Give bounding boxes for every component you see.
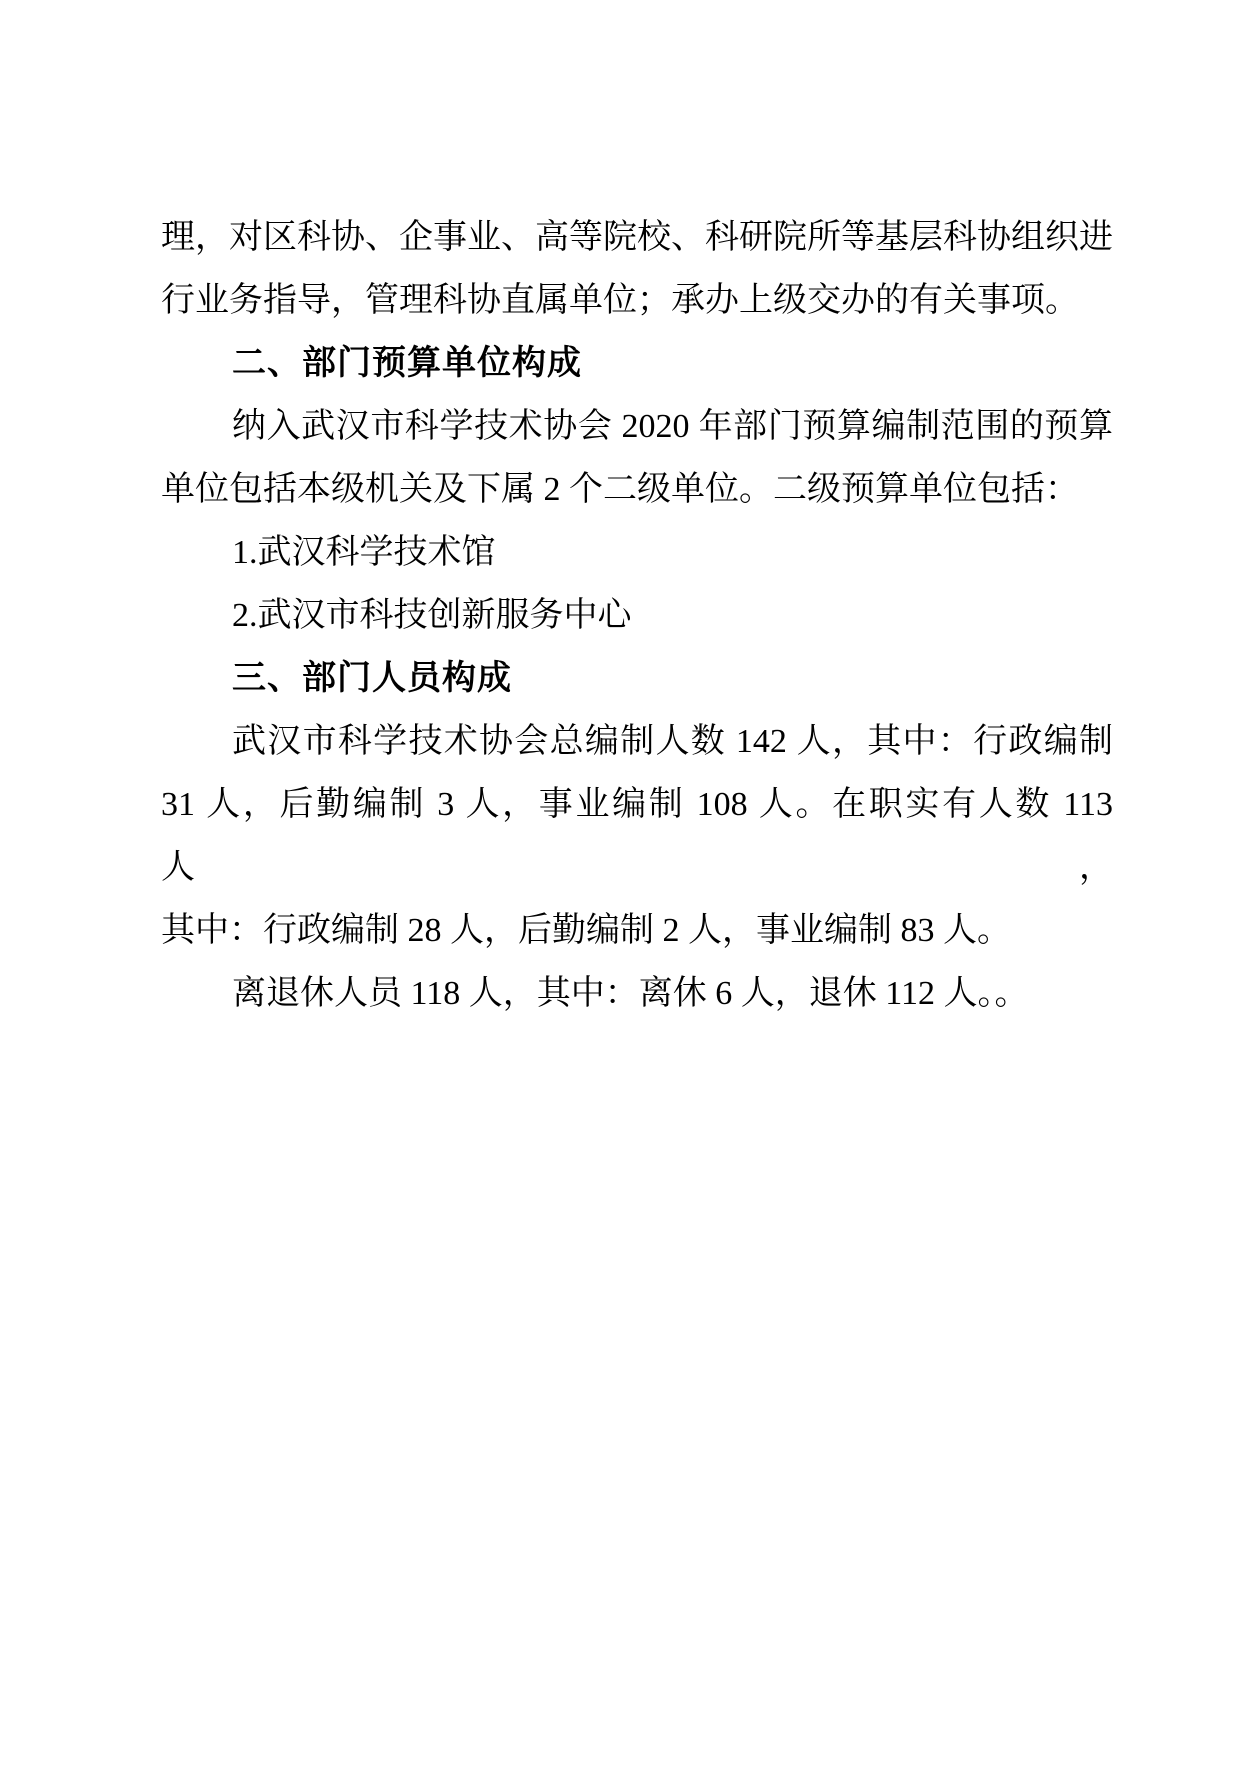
text-line: 离退休人员 118 人，其中：离休 6 人，退休 112 人。。 <box>232 975 1029 1012</box>
paragraph <box>161 962 1113 1025</box>
section-heading <box>161 647 1113 710</box>
text-line: 31 人，后勤编制 3 人，事业编制 108 人。在职实有人数 113 人， <box>161 786 1113 886</box>
paragraph <box>161 521 1113 584</box>
paragraph <box>161 395 1113 521</box>
paragraph <box>161 584 1113 647</box>
text-line: 纳入武汉市科学技术协会 2020 年部门预算编制范围的预算 <box>232 408 1113 445</box>
text-line: 单位包括本级机关及下属 2 个二级单位。二级预算单位包括： <box>161 471 1079 508</box>
heading-line: 三、部门人员构成 <box>232 659 512 697</box>
text-line: 武汉市科学技术协会总编制人数 142 人，其中：行政编制 <box>232 723 1113 760</box>
text-line: 其中：行政编制 28 人，后勤编制 2 人，事业编制 83 人。 <box>161 912 1011 949</box>
paragraph <box>161 206 1113 332</box>
document-body <box>161 206 1113 1025</box>
heading-line: 二、部门预算单位构成 <box>232 344 582 382</box>
text-line: 1.武汉科学技术馆 <box>232 534 496 571</box>
text-line: 理，对区科协、企事业、高等院校、科研院所等基层科协组织进 <box>161 219 1113 256</box>
text-line: 行业务指导，管理科协直属单位；承办上级交办的有关事项。 <box>161 282 1079 319</box>
text-line: 2.武汉市科技创新服务中心 <box>232 597 632 634</box>
paragraph <box>161 710 1113 962</box>
section-heading <box>161 332 1113 395</box>
